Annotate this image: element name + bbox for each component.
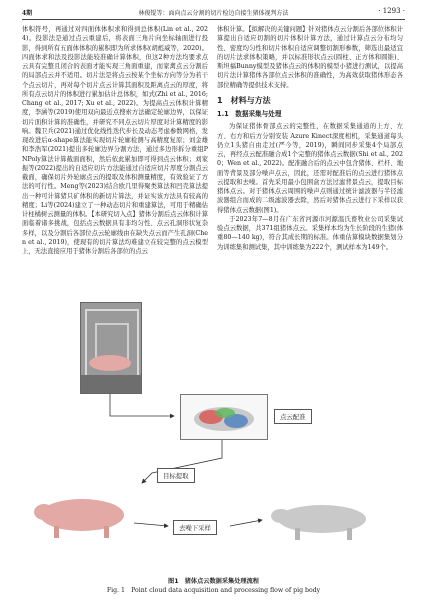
arrow-to-registration [110, 394, 174, 416]
right-column [217, 25, 403, 252]
figure-1 [22, 298, 405, 594]
subsection-heading: 1.1 数据采集与处理 [217, 110, 282, 118]
figure-caption-en: Fig. 1 Point cloud data acquisition and processing flow of pig body [106, 587, 321, 594]
arrow-to-downsample [134, 523, 168, 526]
extraction-label: 目标提取 [157, 468, 195, 483]
body-paragraph: 于2023年7—8月在广东省河源市河源温氏畜牧业公司采集试验点云数据，共371组猪体点云。采集样本均为生长阶段的生猪(体重80—140 kg)，符合其成长期的标准。体重估算模块数据集划分为训练集和测试集，其中训练集为222个，测试样本为149个。 [217, 215, 403, 251]
body-paragraph: 为保证猪体骨部点云的完整性，在数据采集通道的上方、左方、右方和后方分别安装 Azure Kinect深度相机，采集通道每头仍立1头猪自由走过(严今等，2019)，瞬间同步采集4个局部点云，再经点云配准融合成1个完整的猪体点云数据(Shi et al., 2020；Wen et al., 2022)。配准融合后的点云中包含猪体、栏杆、地面等背景及部分噪声点云，因此，还需对配准后的点云进行猪体点云提取和去噪。首先采用最小包围盒方法过滤背景点云，提取目标猪体点云。对于猪体点云周围的噪声点则通过统计滤波器与半径滤波器组合而成的二级滤波器去除，然后对猪体点云进行下采样以获得猪体点云数据(图1)。 [217, 123, 403, 214]
downsampled-pig-cloud [267, 494, 377, 544]
extracted-pig-cloud [32, 488, 132, 542]
section-heading: 1 材料与方法 [217, 95, 271, 105]
body-paragraph: 体积符号，再通过对四面体体积求和得到总体积(Lin et al., 2024)。投影法是通过点云重建后，将表面三角片向坐标轴面进行投影，得到所有五面体体积的累积即为所求体积(胡彪威等，2020)。四面体求和法及投影法能较准确计算体积，但这2种方法均要求点云具有完整且闭合的表面才能实现三角面重建，而家禽点云分割后的局部点云并不适用。切片法是将点云按某个坐标方向等分为若干个点云切片，再对每个切片点云计算其面积及距离点云的厚度，将所有点云切片的体积进行累加估计总体积，如式(Zhi et al., 2016; Chang et al., 2017; Xu et al., 2022)。为提高点云体积计算精度，李涵等(2019)使用双向最近点搜索方法确定轮廓边界，以保证切片面积计算的准确性，并研究不同点云切片厚度对计算精度的影响。魏卫兵(2021)通过优化线性迭代步长及动态考虑参数网格，发现改进后α-shape算法能实现切片轮廓检测与高精度复原；刘金雄和李浩军(2021)提出多轮廓边界分割方法，通过多边形拆分重组PNPoly算法计算截面面积，然后依此累加即可得到点云体积；刘家振等(2022)提出的自适应切片方法能通过自适应切片厚度分割点云截面，确保切片外轮廓点云的提取及体积测量精度，有效验证了方法的可行性。Meng等(2023)结合欧几里得聚类算法和凹壳算法提出一种可计算猪只矿体积的新切片算法，并证实该方法具有较高的精度；Li等(2024)建立了一种动态切片和重建算法，可用于精确估计柱橘树云测量的体积。【本研究切入点】猪体分割后点云体积计算面临着诸多挑战，包括点云数据具有非均匀性、点云孔洞形状复杂多样，以及分割后各部位点云轮廓线由在缺失点云而产生孔洞(Chen et al., 2019)，使现有的切片算法均难建立在较完整的点云模型上，无法直接应用于猪体分割后各部位的点云 [22, 26, 208, 255]
issue-number: 4期 [22, 10, 33, 17]
registered-point-cloud [180, 394, 268, 440]
arrow-to-result [230, 520, 262, 526]
registration-label: 点云配准 [274, 409, 312, 424]
page-number: · 1293 · [378, 7, 405, 15]
left-column [22, 25, 208, 256]
figure-caption-cn: 图1 猪体点云数据采集处理流程 [168, 578, 259, 585]
header-rule [22, 19, 405, 20]
point-cloud-image [181, 395, 267, 439]
downsample-label: 去噪下采样 [173, 520, 217, 535]
page-header [22, 8, 405, 18]
running-title: 林俊锟等：面向点云分割的切片检边自接生猪体视判方法 [138, 10, 289, 17]
body-paragraph: 体积计算。【拟解决的关键问题】针对猪体点云分割后各部位体积计算提出自适应切割的切片体积计算方法，通过计算点云分布均匀性、密度均匀性和切片体积自适应调整切割形参数，筛选出最适宜的切片法求体积策略，并以标准形状点云(圆柱、正方体和圆锥)、斯坦福Bunny模型及猪体点云的体积的模型小猪进行测试，以提高切片法计算猪体各部位点云体积的准确性，为高效获取猪体形态各部位精确等提供技术支持。 [217, 26, 403, 89]
